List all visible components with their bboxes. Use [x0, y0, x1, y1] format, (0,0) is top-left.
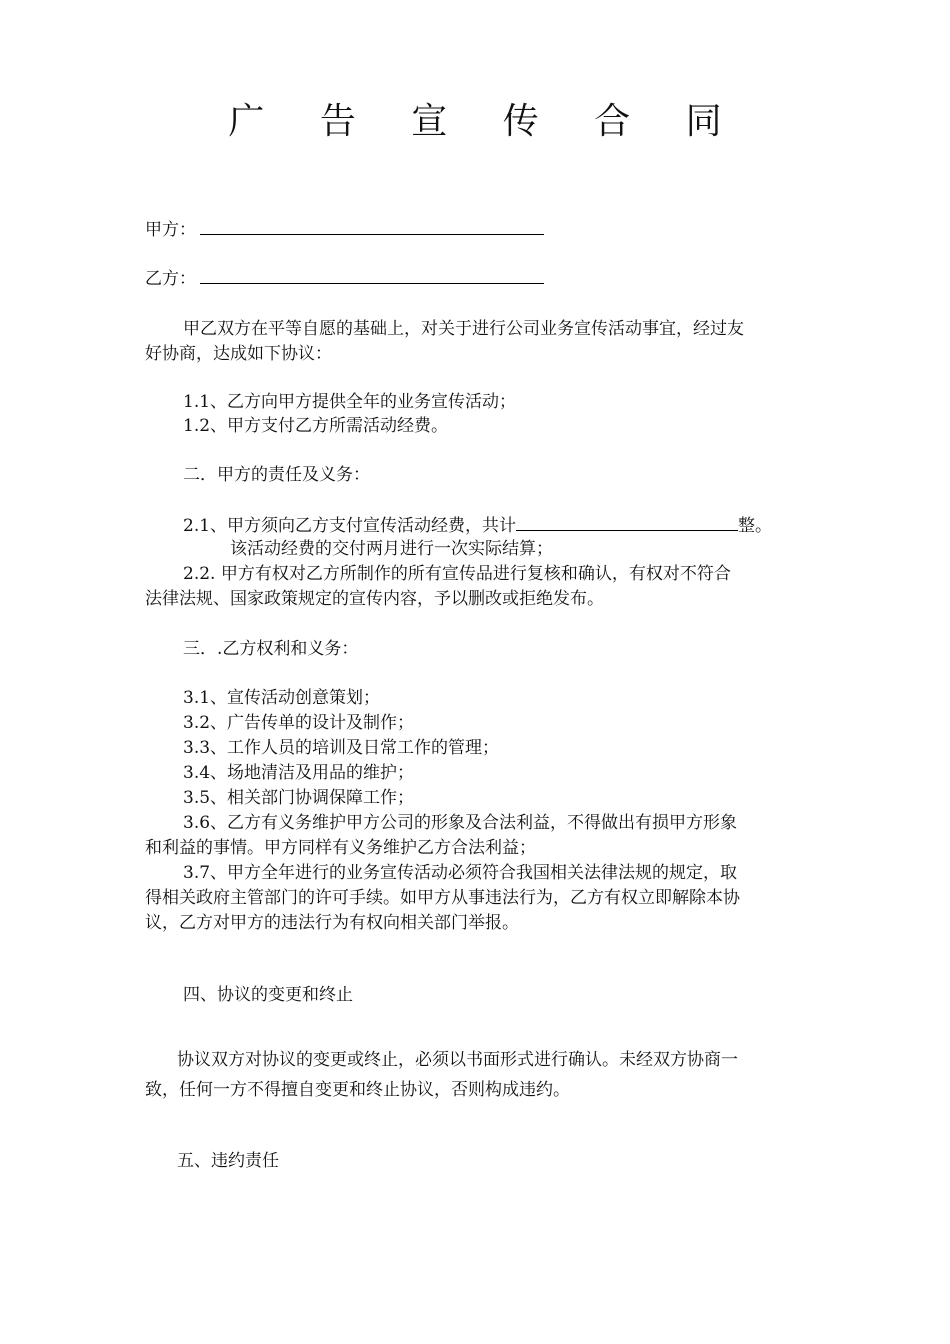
clause-2-1	[183, 512, 772, 538]
section-4-para-line-1: 协议双方对协议的变更或终止，必须以书面形式进行确认。未经双方协商一	[177, 1050, 738, 1070]
clause-2-2-line-2: 法律法规、国家政策规定的宣传内容，予以删改或拒绝发布。	[145, 589, 604, 609]
intro-line-2: 好协商，达成如下协议：	[145, 344, 332, 364]
clause-3-7-line-1: 3.7、甲方全年进行的业务宣传活动必须符合我国相关法律法规的规定，取	[183, 863, 738, 883]
clause-3-7-line-2: 得相关政府主管部门的许可手续。如甲方从事违法行为，乙方有权立即解除本协	[145, 888, 740, 908]
section-4-heading: 四、协议的变更和终止	[183, 985, 353, 1005]
clause-3-3: 3.3、工作人员的培训及日常工作的管理；	[183, 738, 500, 758]
fee-amount-blank-line	[516, 512, 738, 531]
clause-2-1-prefix: 2.1、甲方须向乙方支付宣传活动经费，共计	[183, 516, 517, 536]
party-a-blank-line	[200, 216, 544, 235]
clause-2-2-line-1: 2.2. 甲方有权对乙方所制作的所有宣传品进行复核和确认，有权对不符合	[183, 564, 731, 584]
clause-3-1: 3.1、宣传活动创意策划；	[183, 688, 381, 708]
clause-3-2: 3.2、广告传单的设计及制作；	[183, 713, 415, 733]
clause-3-6-line-2: 和利益的事情。甲方同样有义务维护乙方合法利益；	[145, 838, 536, 858]
clause-3-6-line-1: 3.6、乙方有义务维护甲方公司的形象及合法利益，不得做出有损甲方形象	[183, 813, 738, 833]
intro-line-1: 甲乙双方在平等自愿的基础上，对关于进行公司业务宣传活动事宜，经过友	[183, 319, 744, 339]
section-4-para-line-2: 致，任何一方不得擅自变更和终止协议，否则构成违约。	[145, 1080, 570, 1100]
clause-3-5: 3.5、相关部门协调保障工作；	[183, 788, 415, 808]
party-b-blank-line	[200, 265, 544, 284]
party-a-row	[145, 216, 544, 242]
document-title: 广 告 宣 传 合 同	[228, 101, 744, 142]
clause-1-1: 1.1、乙方向甲方提供全年的业务宣传活动；	[183, 392, 517, 412]
clause-2-1-suffix: 整。	[738, 516, 773, 536]
section-2-heading: 二．甲方的责任及义务：	[183, 465, 370, 485]
clause-3-7-line-3: 议，乙方对甲方的违法行为有权向相关部门举报。	[145, 913, 519, 933]
clause-2-1-continuation: 该活动经费的交付两月进行一次实际结算；	[230, 539, 553, 559]
section-3-heading: 三．.乙方权利和义务：	[183, 639, 359, 659]
party-b-label: 乙方：	[145, 269, 196, 289]
section-5-heading: 五、违约责任	[177, 1151, 279, 1171]
party-b-row	[145, 265, 544, 291]
clause-3-4: 3.4、场地清洁及用品的维护；	[183, 763, 415, 783]
clause-1-2: 1.2、甲方支付乙方所需活动经费。	[183, 416, 449, 436]
party-a-label: 甲方：	[145, 220, 196, 240]
